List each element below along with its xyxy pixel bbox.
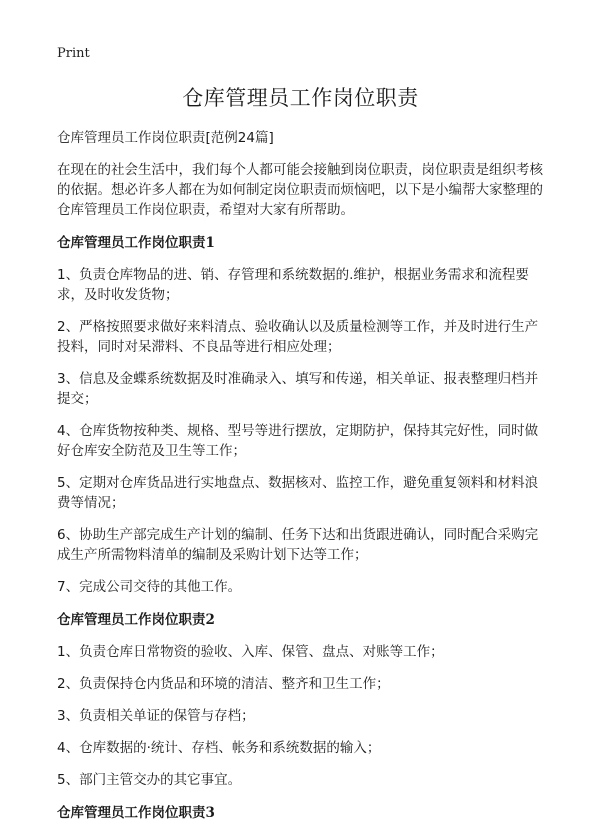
list-item: 3、负责相关单证的保管与存档； — [57, 708, 255, 724]
list-item: 2、负责保持仓内货品和环境的清洁、整齐和卫生工作； — [57, 676, 390, 692]
section-2-list — [57, 642, 544, 790]
list-item: 5、定期对仓库货品进行实地盘点、数据核对、监控工作，避免重复领料和材料浪费等情况； — [57, 475, 539, 511]
section-heading-3: 仓库管理员工作岗位职责3 — [57, 805, 215, 821]
list-item: 1、负责仓库物品的进、销、存管理和系统数据的.维护，根据业务需求和流程要求，及时收发货物； — [57, 267, 529, 303]
intro-paragraph: 在现在的社会生活中，我们每个人都可能会接触到岗位职责，岗位职责是组织考核的依据。想必许多人都在为如何制定岗位职责而烦恼吧，以下是小编帮大家整理的仓库管理员工作岗位职责，希望对大家有所帮助。 — [57, 162, 543, 218]
list-item: 6、协助生产部完成生产计划的编制、任务下达和出货跟进确认，同时配合采购完成生产所需物料清单的编制及采购计划下达等工作； — [57, 527, 539, 563]
document-title: 仓库管理员工作岗位职责 — [182, 86, 419, 110]
list-item: 4、仓库数据的·统计、存档、帐务和系统数据的输入； — [57, 740, 381, 756]
section-1-list — [57, 265, 544, 597]
section-heading-2: 仓库管理员工作岗位职责2 — [57, 612, 215, 628]
list-item: 3、信息及金蝶系统数据及时准确录入、填写和传递，相关单证、报表整理归档并提交； — [57, 371, 539, 407]
list-item: 7、完成公司交待的其他工作。 — [57, 579, 242, 595]
list-item: 4、仓库货物按种类、规格、型号等进行摆放，定期防护，保持其完好性，同时做好仓库安全防范及卫生等工作； — [57, 423, 539, 459]
document-subtitle: 仓库管理员工作岗位职责[范例24篇] — [57, 130, 274, 146]
list-item: 5、部门主管交办的其它事宜。 — [57, 772, 242, 788]
section-heading-1: 仓库管理员工作岗位职责1 — [57, 235, 215, 251]
print-link[interactable]: Print — [57, 46, 90, 61]
list-item: 2、严格按照要求做好来料清点、验收确认以及质量检测等工作，并及时进行生产投料，同时对呆滞料、不良品等进行相应处理； — [57, 319, 539, 355]
list-item: 1、负责仓库日常物资的验收、入库、保管、盘点、对账等工作； — [57, 644, 444, 660]
